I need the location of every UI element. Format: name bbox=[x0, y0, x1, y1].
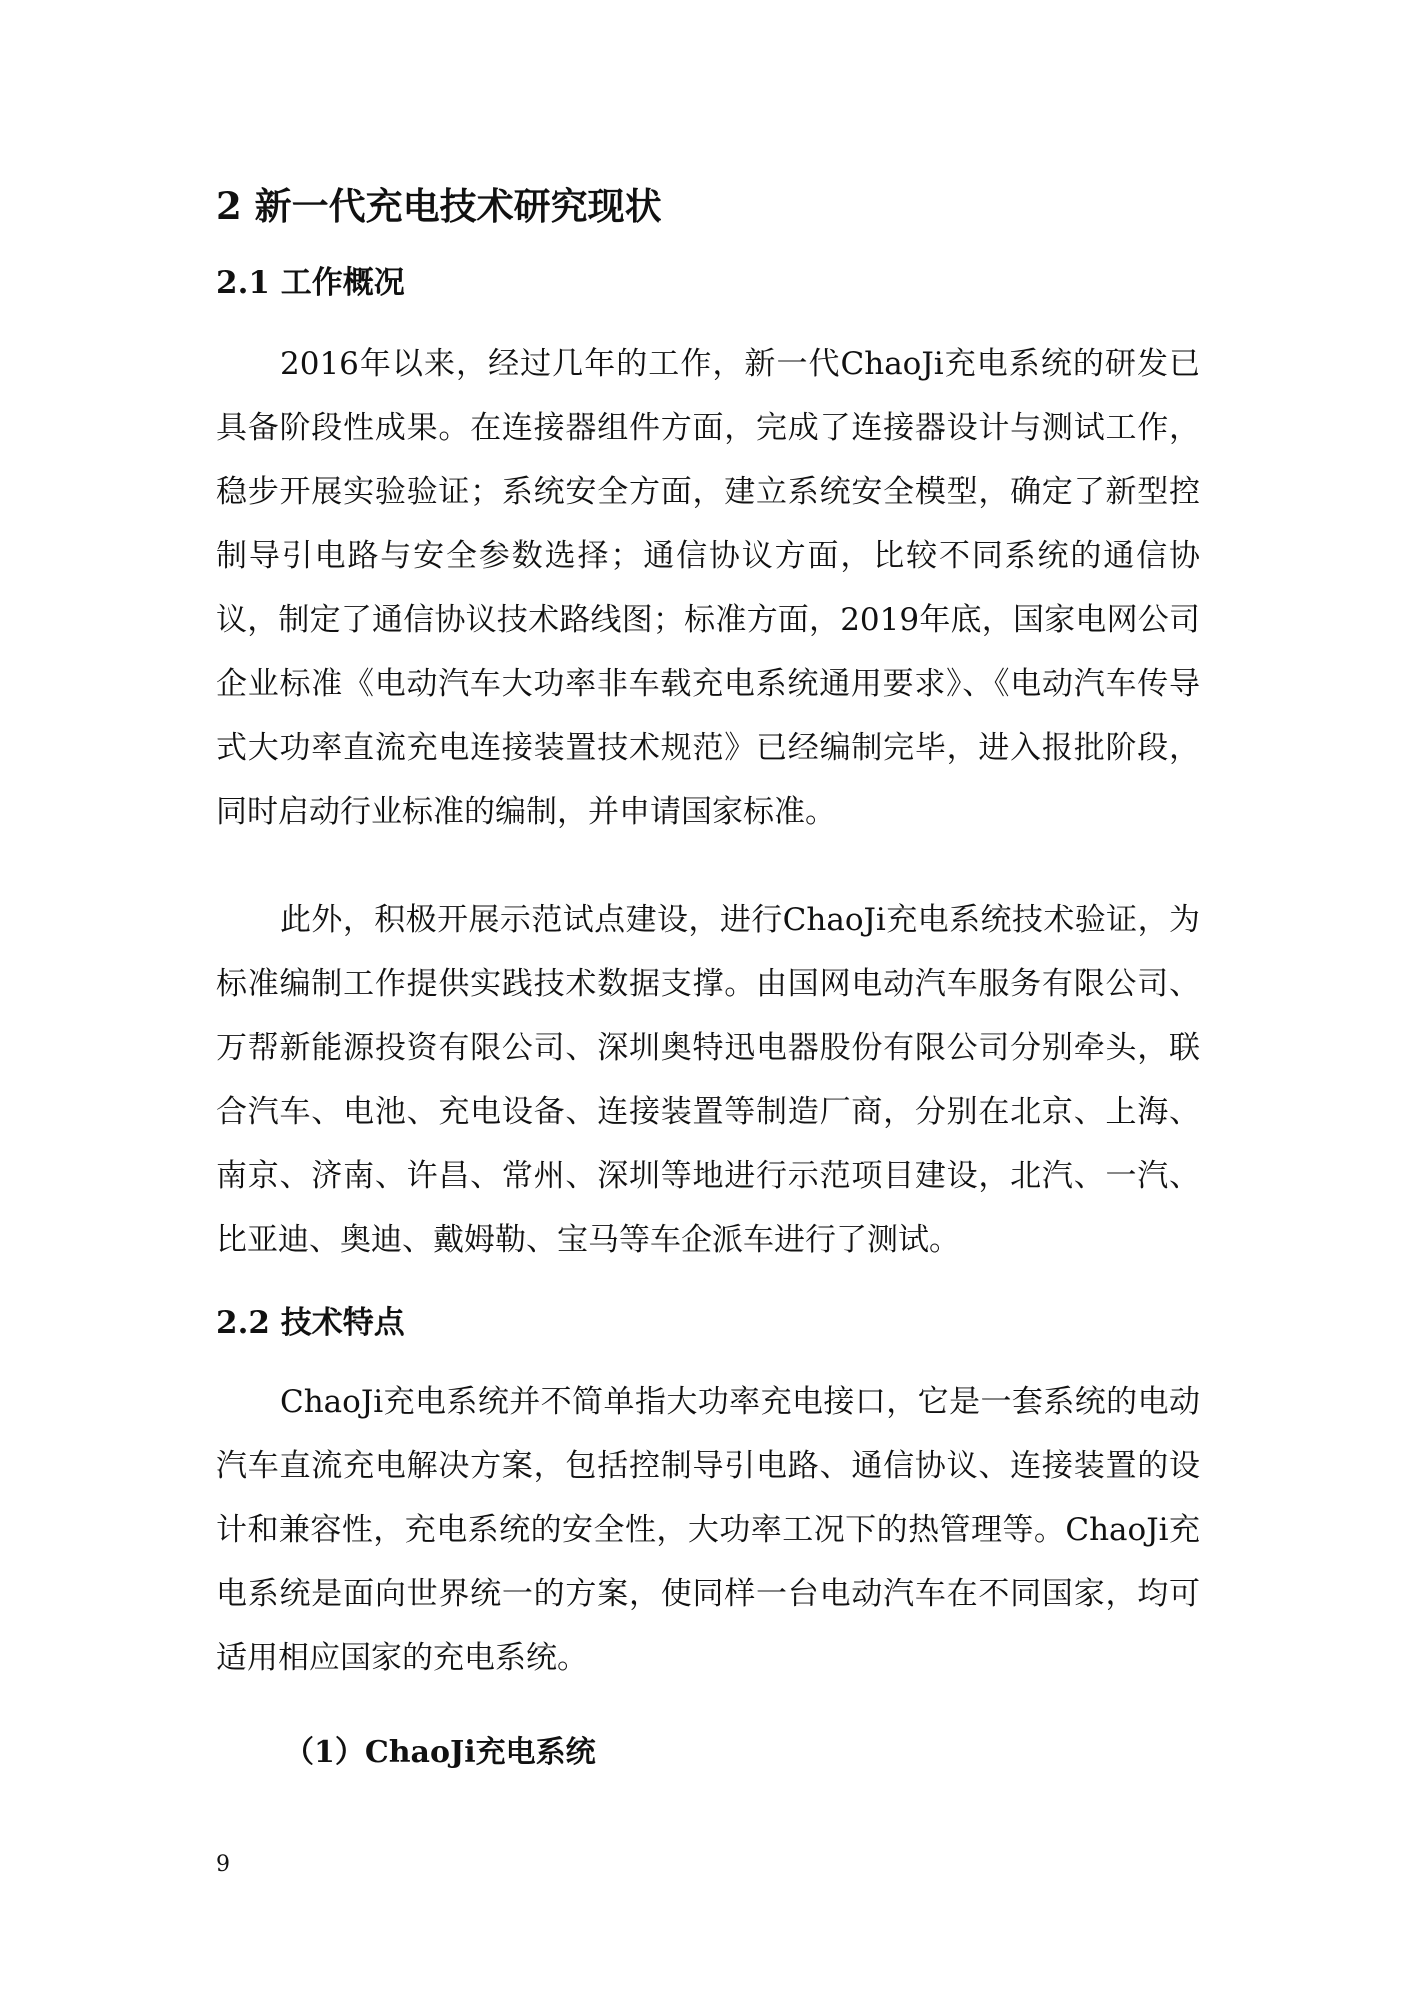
section-heading-2-1: 2.1 工作概况 bbox=[216, 265, 405, 301]
page-number: 9 bbox=[216, 1852, 230, 1877]
paragraph-technical-features: ChaoJi充电系统并不简单指大功率充电接口，它是一套系统的电动汽车直流充电解决方案，包括控制导引电路、通信协议、连接装置的设计和兼容性，充电系统的安全性，大功率工况下的热管理等。ChaoJi充电系统是面向世界统一的方案，使同样一台电动汽车在不同国家，均可适用相应国家的充电系统。 bbox=[216, 1384, 1200, 1676]
chapter-heading: 2 新一代充电技术研究现状 bbox=[216, 184, 662, 228]
paragraph-work-overview: 2016年以来，经过几年的工作，新一代ChaoJi充电系统的研发已具备阶段性成果。在连接器组件方面，完成了连接器设计与测试工作，稳步开展实验验证；系统安全方面，建立系统安全模型，确定了新型控制导引电路与安全参数选择；通信协议方面，比较不同系统的通信协议，制定了通信协议技术路线图；标准方面，2019年底，国家电网公司企业标准《电动汽车大功率非车载充电系统通用要求》、《电动汽车传导式大功率直流充电连接装置技术规范》已经编制完毕，进入报批阶段，同时启动行业标准的编制，并申请国家标准。 bbox=[216, 346, 1200, 830]
subsection-heading-chaoji: （1）ChaoJi充电系统 bbox=[284, 1735, 596, 1770]
section-heading-2-2: 2.2 技术特点 bbox=[216, 1305, 405, 1341]
paragraph-demonstration-projects: 此外，积极开展示范试点建设，进行ChaoJi充电系统技术验证，为标准编制工作提供实践技术数据支撑。由国网电动汽车服务有限公司、万帮新能源投资有限公司、深圳奥特迅电器股份有限公司分别牵头，联合汽车、电池、充电设备、连接装置等制造厂商，分别在北京、上海、南京、济南、许昌、常州、深圳等地进行示范项目建设，北汽、一汽、比亚迪、奥迪、戴姆勒、宝马等车企派车进行了测试。 bbox=[216, 902, 1200, 1258]
